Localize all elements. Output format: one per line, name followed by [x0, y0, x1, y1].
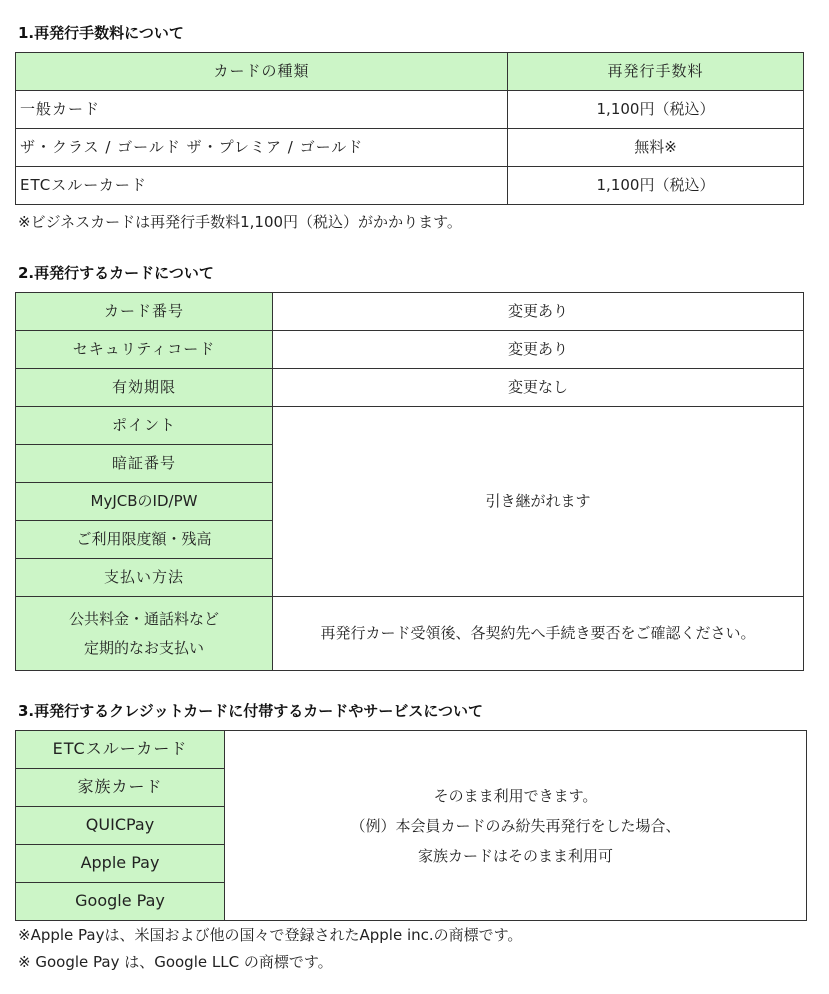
table-row [16, 293, 804, 331]
section3-heading: 3.再発行するクレジットカードに付帯するカードやサービスについて [18, 702, 484, 720]
column-header-card-type: カードの種類 [16, 53, 508, 91]
table-row [16, 731, 807, 769]
utility-value: 再発行カード受領後、各契約先へ手続き要否をご確認ください。 [273, 597, 804, 671]
card-type-cell: ETCスルーカード [16, 167, 508, 205]
table-row [16, 597, 804, 671]
business-card-note: ※ビジネスカードは再発行手数料1,100円（税込）がかかります。 [18, 213, 462, 231]
row-label: ご利用限度額・残高 [16, 521, 273, 559]
card-type-cell: ザ・クラス / ゴールド ザ・プレミア / ゴールド [16, 129, 508, 167]
row-label: セキュリティコード [16, 331, 273, 369]
service-label: Apple Pay [16, 845, 225, 883]
row-label: 有効期限 [16, 369, 273, 407]
table-row [16, 129, 804, 167]
row-label: ポイント [16, 407, 273, 445]
row-value: 変更あり [273, 293, 804, 331]
card-type-cell: 一般カード [16, 91, 508, 129]
services-value-cell [225, 731, 807, 921]
services-value-line3: 家族カードはそのまま利用可 [417, 846, 613, 865]
table-row [16, 167, 804, 205]
section1-heading: 1.再発行手数料について [18, 24, 184, 42]
row-value: 変更なし [273, 369, 804, 407]
utility-label-line1: 公共料金・通話料など [68, 610, 219, 628]
table-row [16, 369, 804, 407]
service-label: ETCスルーカード [16, 731, 225, 769]
table-row [16, 91, 804, 129]
service-label: Google Pay [16, 883, 225, 921]
table-header-row [16, 53, 804, 91]
services-value-line1: そのまま利用できます。 [433, 786, 598, 805]
row-value: 変更あり [273, 331, 804, 369]
utility-label [16, 597, 273, 671]
row-label: MyJCBのID/PW [16, 483, 273, 521]
reissue-fee-table [15, 52, 804, 205]
fee-cell: 1,100円（税込） [508, 91, 804, 129]
fee-cell: 無料※ [508, 129, 804, 167]
accompanying-services-table [15, 730, 807, 921]
table-row [16, 331, 804, 369]
fee-cell: 1,100円（税込） [508, 167, 804, 205]
row-label: 支払い方法 [16, 559, 273, 597]
column-header-fee: 再発行手数料 [508, 53, 804, 91]
row-label: カード番号 [16, 293, 273, 331]
services-value-line2: （例）本会員カードのみ紛失再発行をした場合、 [350, 816, 681, 835]
section2-heading: 2.再発行するカードについて [18, 264, 214, 282]
apple-pay-trademark-note: ※Apple Payは、米国および他の国々で登録されたApple inc.の商標です。 [18, 926, 523, 944]
google-pay-trademark-note: ※ Google Pay は、Google LLC の商標です。 [18, 953, 333, 971]
row-label: 暗証番号 [16, 445, 273, 483]
inherited-value-cell: 引き継がれます [273, 407, 804, 597]
table-row [16, 407, 804, 445]
service-label: QUICPay [16, 807, 225, 845]
service-label: 家族カード [16, 769, 225, 807]
reissued-card-table [15, 292, 804, 671]
utility-label-line2: 定期的なお支払い [83, 638, 204, 657]
